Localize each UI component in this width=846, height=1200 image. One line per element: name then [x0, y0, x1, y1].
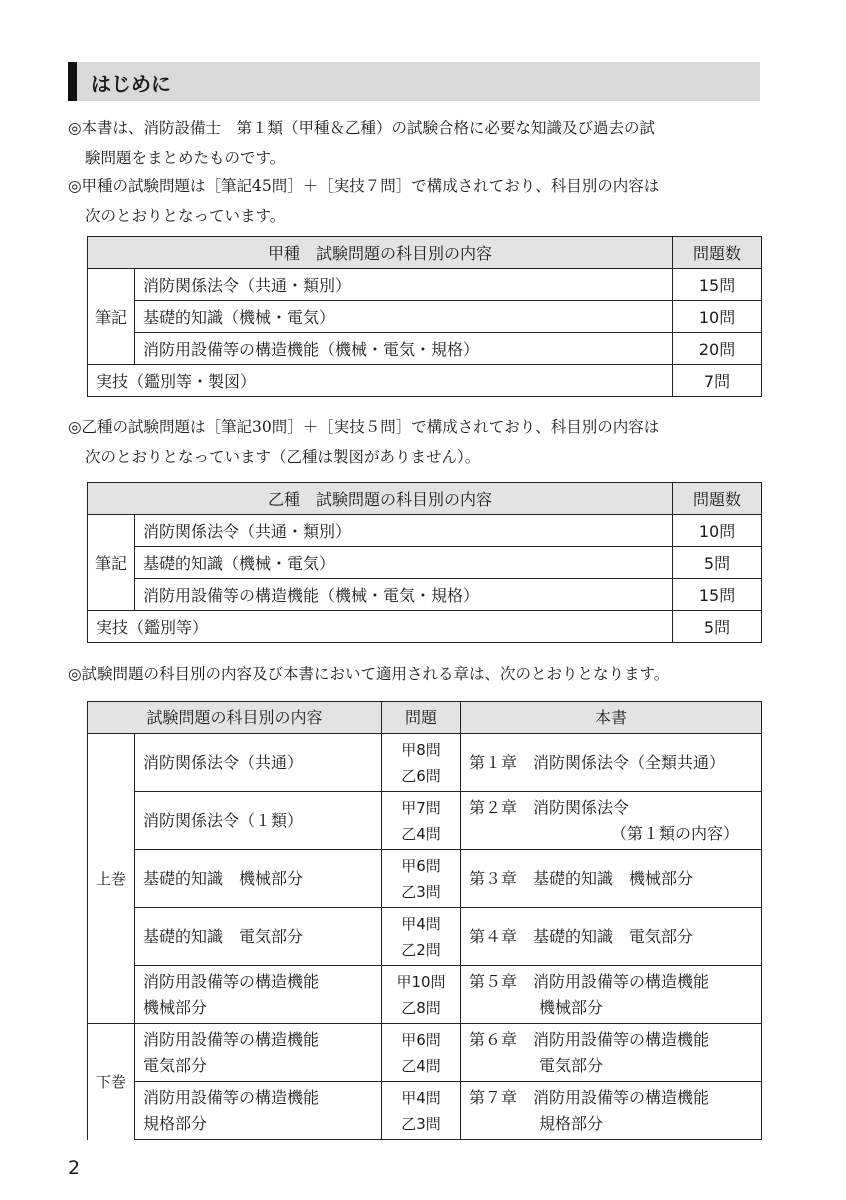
chapter-title: 基礎的知識 電気部分 — [533, 926, 694, 946]
count-cell: 5問 — [673, 547, 762, 579]
question-count — [382, 792, 461, 850]
text-line: ◎本書は、消防設備士 第１類（甲種＆乙種）の試験合格に必要な知識及び過去の試 — [68, 119, 656, 137]
subject-cell: 消防用設備等の構造機能（機械・電気・規格） — [135, 333, 673, 365]
otsu-count: 乙4問 — [401, 824, 441, 843]
otsu-count: 乙4問 — [401, 1056, 441, 1075]
otsu-count: 乙8問 — [401, 998, 441, 1017]
chapter-number: 第１章 — [469, 752, 518, 772]
subject-line: 消防用設備等の構造機能 — [143, 1087, 320, 1107]
practical-count: 7問 — [673, 365, 762, 397]
chapter-number: 第６章 — [469, 1029, 518, 1049]
chapter-subtitle: （第１類の内容） — [611, 823, 740, 843]
group-label: 筆記 — [88, 269, 135, 365]
mapping-paragraph — [68, 659, 768, 689]
question-count — [382, 1024, 461, 1082]
subject-line: 消防用設備等の構造機能 — [143, 1029, 320, 1049]
chapter-title: 消防用設備等の構造機能 — [533, 1029, 710, 1049]
text-line: 験問題をまとめたものです。 — [85, 149, 286, 167]
book-chapter — [461, 1082, 762, 1140]
header-count: 問題数 — [673, 483, 762, 515]
chapter-number: 第２章 — [469, 797, 518, 817]
book-chapter — [461, 792, 762, 850]
intro-paragraph-2 — [68, 171, 768, 231]
subject-cell: 消防関係法令（共通・類別） — [135, 515, 673, 547]
count-cell: 15問 — [673, 269, 762, 301]
book-chapter — [461, 1024, 762, 1082]
subject-cell — [135, 734, 382, 792]
subject-cell — [135, 966, 382, 1024]
text-line: ◎甲種の試験問題は［筆記45問］＋［実技７問］で構成されており、科目別の内容は — [68, 177, 660, 195]
otsu-count: 乙3問 — [401, 1114, 441, 1133]
text-line: ◎乙種の試験問題は［筆記30問］＋［実技５問］で構成されており、科目別の内容は — [68, 418, 660, 436]
chapter-title: 消防用設備等の構造機能 — [533, 971, 710, 991]
chapter-title: 基礎的知識 機械部分 — [533, 868, 694, 888]
kou-subject-table — [87, 236, 762, 397]
kou-count: 甲4問 — [401, 1088, 441, 1107]
practical-count: 5問 — [673, 611, 762, 643]
kou-count: 甲6問 — [401, 856, 441, 875]
chapter-title: 消防関係法令 — [533, 797, 630, 817]
chapter-subtitle: 機械部分 — [539, 997, 604, 1017]
subject-cell — [135, 1082, 382, 1140]
subject-cell: 基礎的知識（機械・電気） — [135, 547, 673, 579]
subject-line: 電気部分 — [143, 1055, 208, 1075]
intro-paragraph-1 — [68, 113, 768, 173]
text-line: 次のとおりとなっています（乙種は製図がありません）。 — [85, 448, 481, 466]
count-cell: 15問 — [673, 579, 762, 611]
otsu-count: 乙6問 — [401, 766, 441, 785]
subject-line: 消防関係法令（１類） — [143, 810, 304, 830]
book-chapter — [461, 850, 762, 908]
otsu-count: 乙2問 — [401, 940, 441, 959]
otsu-paragraph — [68, 412, 768, 472]
otsu-subject-table — [87, 482, 762, 643]
subject-cell — [135, 850, 382, 908]
question-count — [382, 734, 461, 792]
header-book: 本書 — [461, 702, 762, 734]
subject-cell — [135, 908, 382, 966]
subject-cell: 消防用設備等の構造機能（機械・電気・規格） — [135, 579, 673, 611]
subject-line: 消防用設備等の構造機能 — [143, 971, 320, 991]
kou-count: 甲7問 — [401, 798, 441, 817]
count-cell: 10問 — [673, 515, 762, 547]
book-chapter — [461, 734, 762, 792]
section-heading — [68, 62, 760, 101]
page-number: 2 — [68, 1157, 81, 1179]
header-subject: 試験問題の科目別の内容 — [88, 702, 382, 734]
kou-count: 甲6問 — [401, 1030, 441, 1049]
header-subject: 乙種 試験問題の科目別の内容 — [88, 483, 673, 515]
kou-count: 甲10問 — [396, 972, 446, 991]
chapter-number: 第７章 — [469, 1087, 518, 1107]
chapter-subtitle: 電気部分 — [539, 1055, 604, 1075]
text-line: 次のとおりとなっています。 — [85, 207, 286, 225]
count-cell: 10問 — [673, 301, 762, 333]
book-chapter — [461, 908, 762, 966]
practical-subject: 実技（鑑別等） — [88, 611, 673, 643]
subject-cell: 基礎的知識（機械・電気） — [135, 301, 673, 333]
header-subject: 甲種 試験問題の科目別の内容 — [88, 237, 673, 269]
chapter-title: 消防関係法令（全類共通） — [533, 752, 726, 772]
book-chapter — [461, 966, 762, 1024]
volume-upper: 上巻 — [88, 734, 135, 1024]
header-count: 問題数 — [673, 237, 762, 269]
chapter-mapping-table — [87, 701, 762, 1140]
kou-count: 甲8問 — [401, 740, 441, 759]
kou-count: 甲4問 — [401, 914, 441, 933]
chapter-number: 第５章 — [469, 971, 518, 991]
question-count — [382, 850, 461, 908]
header-questions: 問題 — [382, 702, 461, 734]
group-label: 筆記 — [88, 515, 135, 611]
question-count — [382, 966, 461, 1024]
section-title: はじめに — [91, 72, 171, 96]
subject-line: 機械部分 — [143, 997, 208, 1017]
chapter-number: 第４章 — [469, 926, 518, 946]
subject-cell — [135, 792, 382, 850]
chapter-number: 第３章 — [469, 868, 518, 888]
volume-lower: 下巻 — [88, 1024, 135, 1140]
otsu-count: 乙3問 — [401, 882, 441, 901]
subject-cell — [135, 1024, 382, 1082]
question-count — [382, 908, 461, 966]
subject-line: 基礎的知識 電気部分 — [143, 926, 304, 946]
subject-line: 規格部分 — [143, 1113, 208, 1133]
text-line: ◎試験問題の科目別の内容及び本書において適用される章は、次のとおりとなります。 — [68, 665, 670, 683]
question-count — [382, 1082, 461, 1140]
subject-cell: 消防関係法令（共通・類別） — [135, 269, 673, 301]
practical-subject: 実技（鑑別等・製図） — [88, 365, 673, 397]
chapter-subtitle: 規格部分 — [539, 1113, 604, 1133]
chapter-title: 消防用設備等の構造機能 — [533, 1087, 710, 1107]
subject-line: 消防関係法令（共通） — [143, 752, 304, 772]
subject-line: 基礎的知識 機械部分 — [143, 868, 304, 888]
count-cell: 20問 — [673, 333, 762, 365]
